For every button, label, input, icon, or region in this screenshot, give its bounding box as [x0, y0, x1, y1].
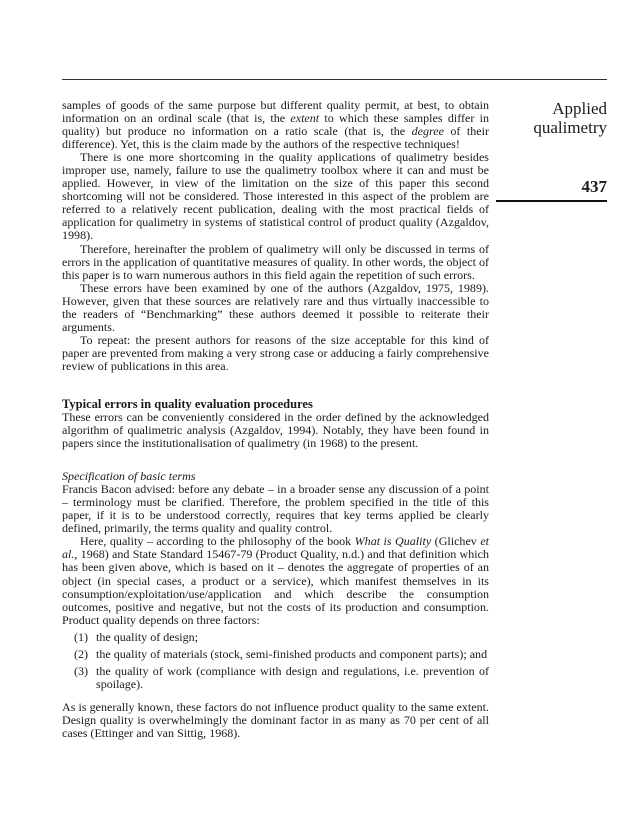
sidebar	[496, 99, 607, 196]
emphasis-et-al: et al.	[62, 534, 490, 562]
list-item	[62, 631, 489, 644]
page-number: 437	[581, 177, 607, 196]
paragraph: As is generally known, these factors do not influence product quality to the same extent. Design quality is overwhelmingly the dominant factor in as many as 70 per cent of all cases (Ettinger and van Sittig, 1968).	[62, 699, 489, 740]
list-item-number: (3)	[74, 663, 89, 678]
body-text	[62, 99, 489, 740]
sidebar-rule	[496, 200, 607, 202]
list-item-text: the quality of work (compliance with design and regulations, i.e. prevention of spoilage).	[96, 663, 489, 691]
emphasis-degree: degree	[411, 124, 444, 139]
emphasis-extent: extent	[290, 111, 320, 126]
running-title-line2: qualimetry	[533, 118, 607, 137]
subsection-heading: Specification of basic terms	[62, 469, 196, 484]
paragraph: samples of goods of the same purpose but different quality permit, at best, to obtain information on an ordinal scale (that is, the extent to which these samples differ in quality) but produce no information on a ratio scale (that is, the degree of their difference). Yet, this is the claim made by the authors of the respective techniques!	[62, 98, 489, 152]
list-item	[62, 648, 489, 661]
list-item-text: the quality of materials (stock, semi-finished products and component parts); and	[96, 646, 488, 661]
list-item	[62, 665, 489, 691]
header-rule	[62, 79, 607, 80]
running-title	[496, 99, 607, 137]
factors-list	[62, 631, 489, 691]
paragraph: Therefore, hereinafter the problem of qualimetry will only be discussed in terms of errors in the application of quantitative measures of quality. In other words, the object of this paper is to warn numerous authors in this field again the repetition of such errors.	[62, 241, 489, 282]
paragraph: To repeat: the present authors for reasons of the size acceptable for this kind of paper are prevented from making a very strong case or adducing a fairly comprehensive review of publications in this area.	[62, 332, 489, 373]
emphasis-book-title: What is Quality	[354, 534, 432, 549]
list-item-number: (1)	[74, 629, 89, 644]
paragraph: These errors can be conveniently considered in the order defined by the acknowledged algorithm of qualimetric analysis (Azgaldov, 1994). Notably, they have been found in papers since the institutionalisation of qualimetry (in 1968) to the present.	[62, 409, 489, 451]
list-item-text: the quality of design;	[96, 629, 199, 644]
paragraph: There is one more shortcoming in the quality applications of qualimetry besides improper use, namely, failure to use the qualimetry toolbox where it can and must be applied. However, in view of the limitation on the size of this paper this second shortcoming will not be considered. Those interested in this aspect of the problem are referred to a relatively recent publication, dealing with the most practical fields of application for qualimetry in systems of statistical control of product quality (Azgaldov, 1998).	[62, 150, 489, 243]
paragraph: Francis Bacon advised: before any debate – in a broader sense any discussion of a point – terminology must be clarified. Therefore, the problem specified in the title of this paper, if it is to be understood correctly, requires that key terms applied be clearly defined, primarily, the terms quality and quality control.	[62, 482, 489, 536]
running-title-line1: Applied	[552, 99, 607, 118]
paragraph: Here, quality – according to the philosophy of the book What is Quality (Glichev et al., 1968) and State Standard 15467-79 (Product Quality, n.d.) and that definition which has been given above, which is based on it – denotes the aggregate of properties of an object (in special cases, a product or a service), which manifest themselves in its consumption/exploitation/use/application and which describe the consumption outcomes, positive and negative, but not the costs of its production and consumption. Product quality depends on three factors:	[62, 534, 490, 627]
paragraph: These errors have been examined by one of the authors (Azgaldov, 1975, 1989). However, given that these sources are relatively rare and thus virtually inaccessible to the readers of “Benchmarking” these authors deemed it possible to reiterate their arguments.	[62, 280, 489, 334]
section-heading: Typical errors in quality evaluation procedures	[62, 396, 313, 411]
list-item-number: (2)	[74, 646, 89, 661]
